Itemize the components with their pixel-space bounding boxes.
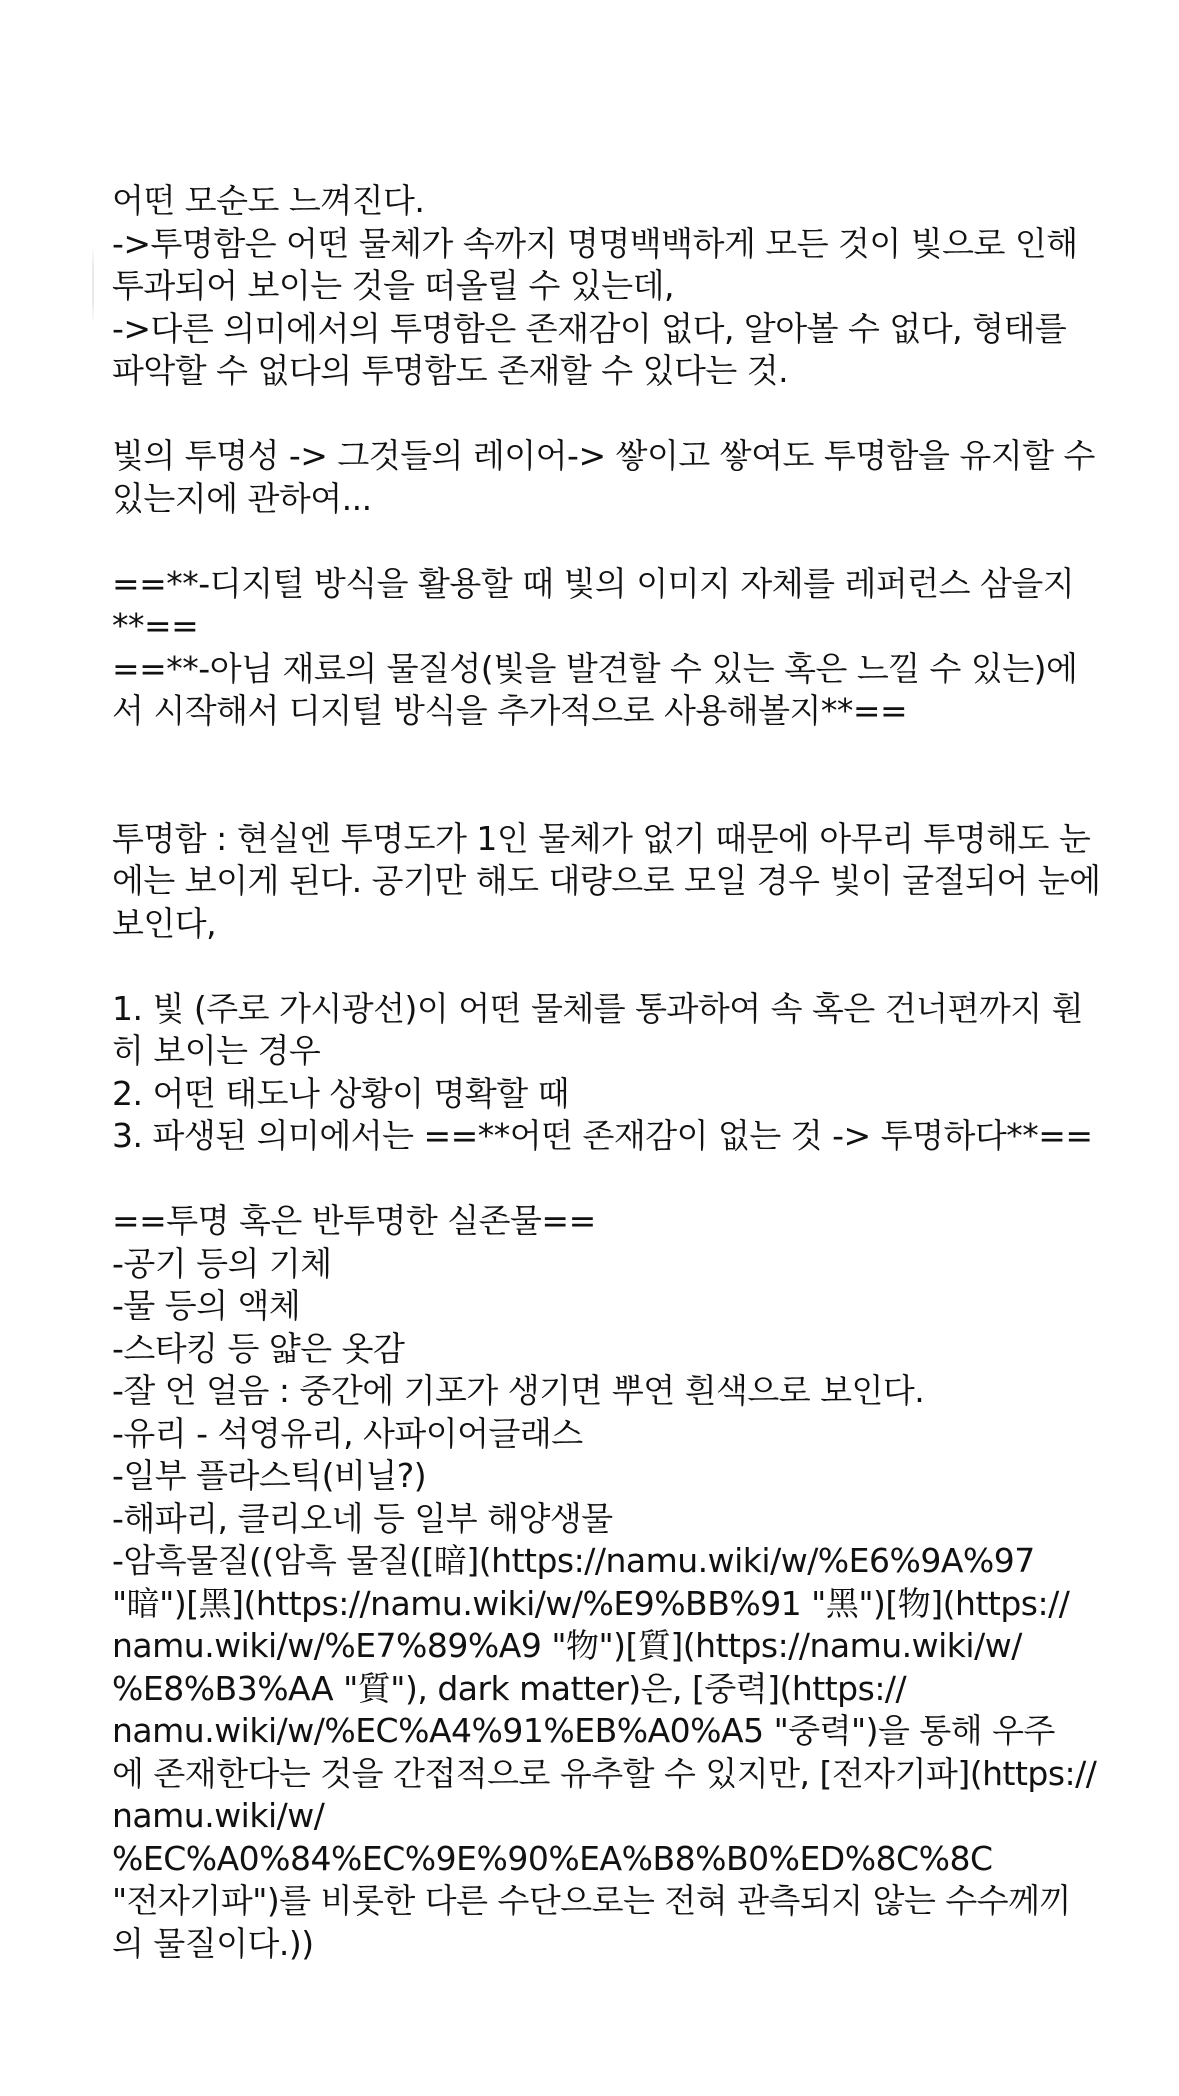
text-line: 의 물질이다.))	[112, 1923, 314, 1963]
text-line: 투과되어 보이는 것을 떠올릴 수 있는데,	[112, 266, 674, 305]
text-line: 히 보이는 경우	[112, 1031, 321, 1070]
text-line: ->다른 의미에서의 투명함은 존재감이 없다, 알아볼 수 없다, 형태를	[112, 308, 1067, 348]
text-line: -유리 - 석영유리, 사파이어글래스	[112, 1413, 583, 1453]
blank-line	[112, 520, 1092, 563]
text-line: ==**-아님 재료의 물질성(빛을 발견할 수 있는 혹은 느낄 수 있는)에	[112, 648, 1078, 688]
text-line: 어떤 모순도 느껴진다.	[112, 181, 425, 220]
text-line: namu.wiki/w/%EC%A4%91%EB%A0%A5 "중력")을 통해 우주	[112, 1711, 1055, 1750]
blank-line	[112, 393, 1092, 436]
text-line: -해파리, 클리오네 등 일부 해양생물	[112, 1498, 613, 1538]
text-line: -공기 등의 기체	[112, 1243, 332, 1283]
text-line: "暗")[黑](https://namu.wiki/w/%E9%BB%91 "黑")[物](https://	[112, 1583, 1070, 1623]
blank-line	[112, 733, 1092, 776]
note-body[interactable]	[112, 180, 1101, 1965]
text-line: 파악할 수 없다의 투명함도 존재할 수 있다는 것.	[112, 351, 789, 390]
blank-line	[112, 775, 1092, 818]
text-line: ==투명 혹은 반투명한 실존물==	[112, 1201, 596, 1240]
text-line: ==**-디지털 방식을 활용할 때 빛의 이미지 자체를 레퍼런스 삼을지	[112, 563, 1075, 603]
text-line: %E8%B3%AA "質"), dark matter)은, [중력](https://	[112, 1668, 907, 1708]
text-line: -암흑물질((암흑 물질([暗](https://namu.wiki/w/%E6%9A%97	[112, 1541, 1035, 1580]
text-line: -물 등의 액체	[112, 1286, 301, 1325]
text-line: 있는지에 관하여...	[112, 478, 372, 518]
blank-line	[112, 945, 1092, 988]
text-line: -스타킹 등 얇은 옷감	[112, 1328, 405, 1368]
text-line: 에 존재한다는 것을 간접적으로 유추할 수 있지만, [전자기파](https://	[112, 1753, 1097, 1793]
text-line: -일부 플라스틱(비닐?)	[112, 1456, 427, 1495]
text-line: -잘 언 얼음 : 중간에 기포가 생기면 뿌연 흰색으로 보인다.	[112, 1371, 925, 1410]
text-line: **==	[112, 606, 199, 645]
blank-line	[112, 1158, 1092, 1201]
text-line: namu.wiki/w/%E7%89%A9 "物")[質](https://namu.wiki/w/	[112, 1626, 1022, 1665]
text-line: ->투명함은 어떤 물체가 속까지 명명백백하게 모든 것이 빛으로 인해	[112, 223, 1078, 263]
text-line: namu.wiki/w/	[112, 1796, 325, 1835]
text-line: %EC%A0%84%EC%9E%90%EA%B8%B0%ED%8C%8C	[112, 1838, 993, 1878]
text-line: 빛의 투명성 -> 그것들의 레이어-> 쌓이고 쌓여도 투명함을 유지할 수	[112, 436, 1095, 475]
text-line: 1. 빛 (주로 가시광선)이 어떤 물체를 통과하여 속 혹은 건너편까지 훤	[112, 988, 1083, 1028]
text-line: "전자기파")를 비롯한 다른 수단으로는 전혀 관측되지 않는 수수께끼	[112, 1881, 1071, 1920]
scroll-edge-marker	[92, 245, 94, 325]
text-line: 에는 보이게 된다. 공기만 해도 대량으로 모일 경우 빛이 굴절되어 눈에	[112, 861, 1101, 900]
text-line: 투명함 : 현실엔 투명도가 1인 물체가 없기 때문에 아무리 투명해도 눈	[112, 818, 1091, 858]
text-line: 서 시작해서 디지털 방식을 추가적으로 사용해볼지**==	[112, 691, 908, 730]
text-line: 2. 어떤 태도나 상황이 명확할 때	[112, 1073, 569, 1113]
text-line: 3. 파생된 의미에서는 ==**어떤 존재감이 없는 것 -> 투명하다**==	[112, 1116, 1093, 1155]
text-line: 보인다,	[112, 903, 217, 943]
